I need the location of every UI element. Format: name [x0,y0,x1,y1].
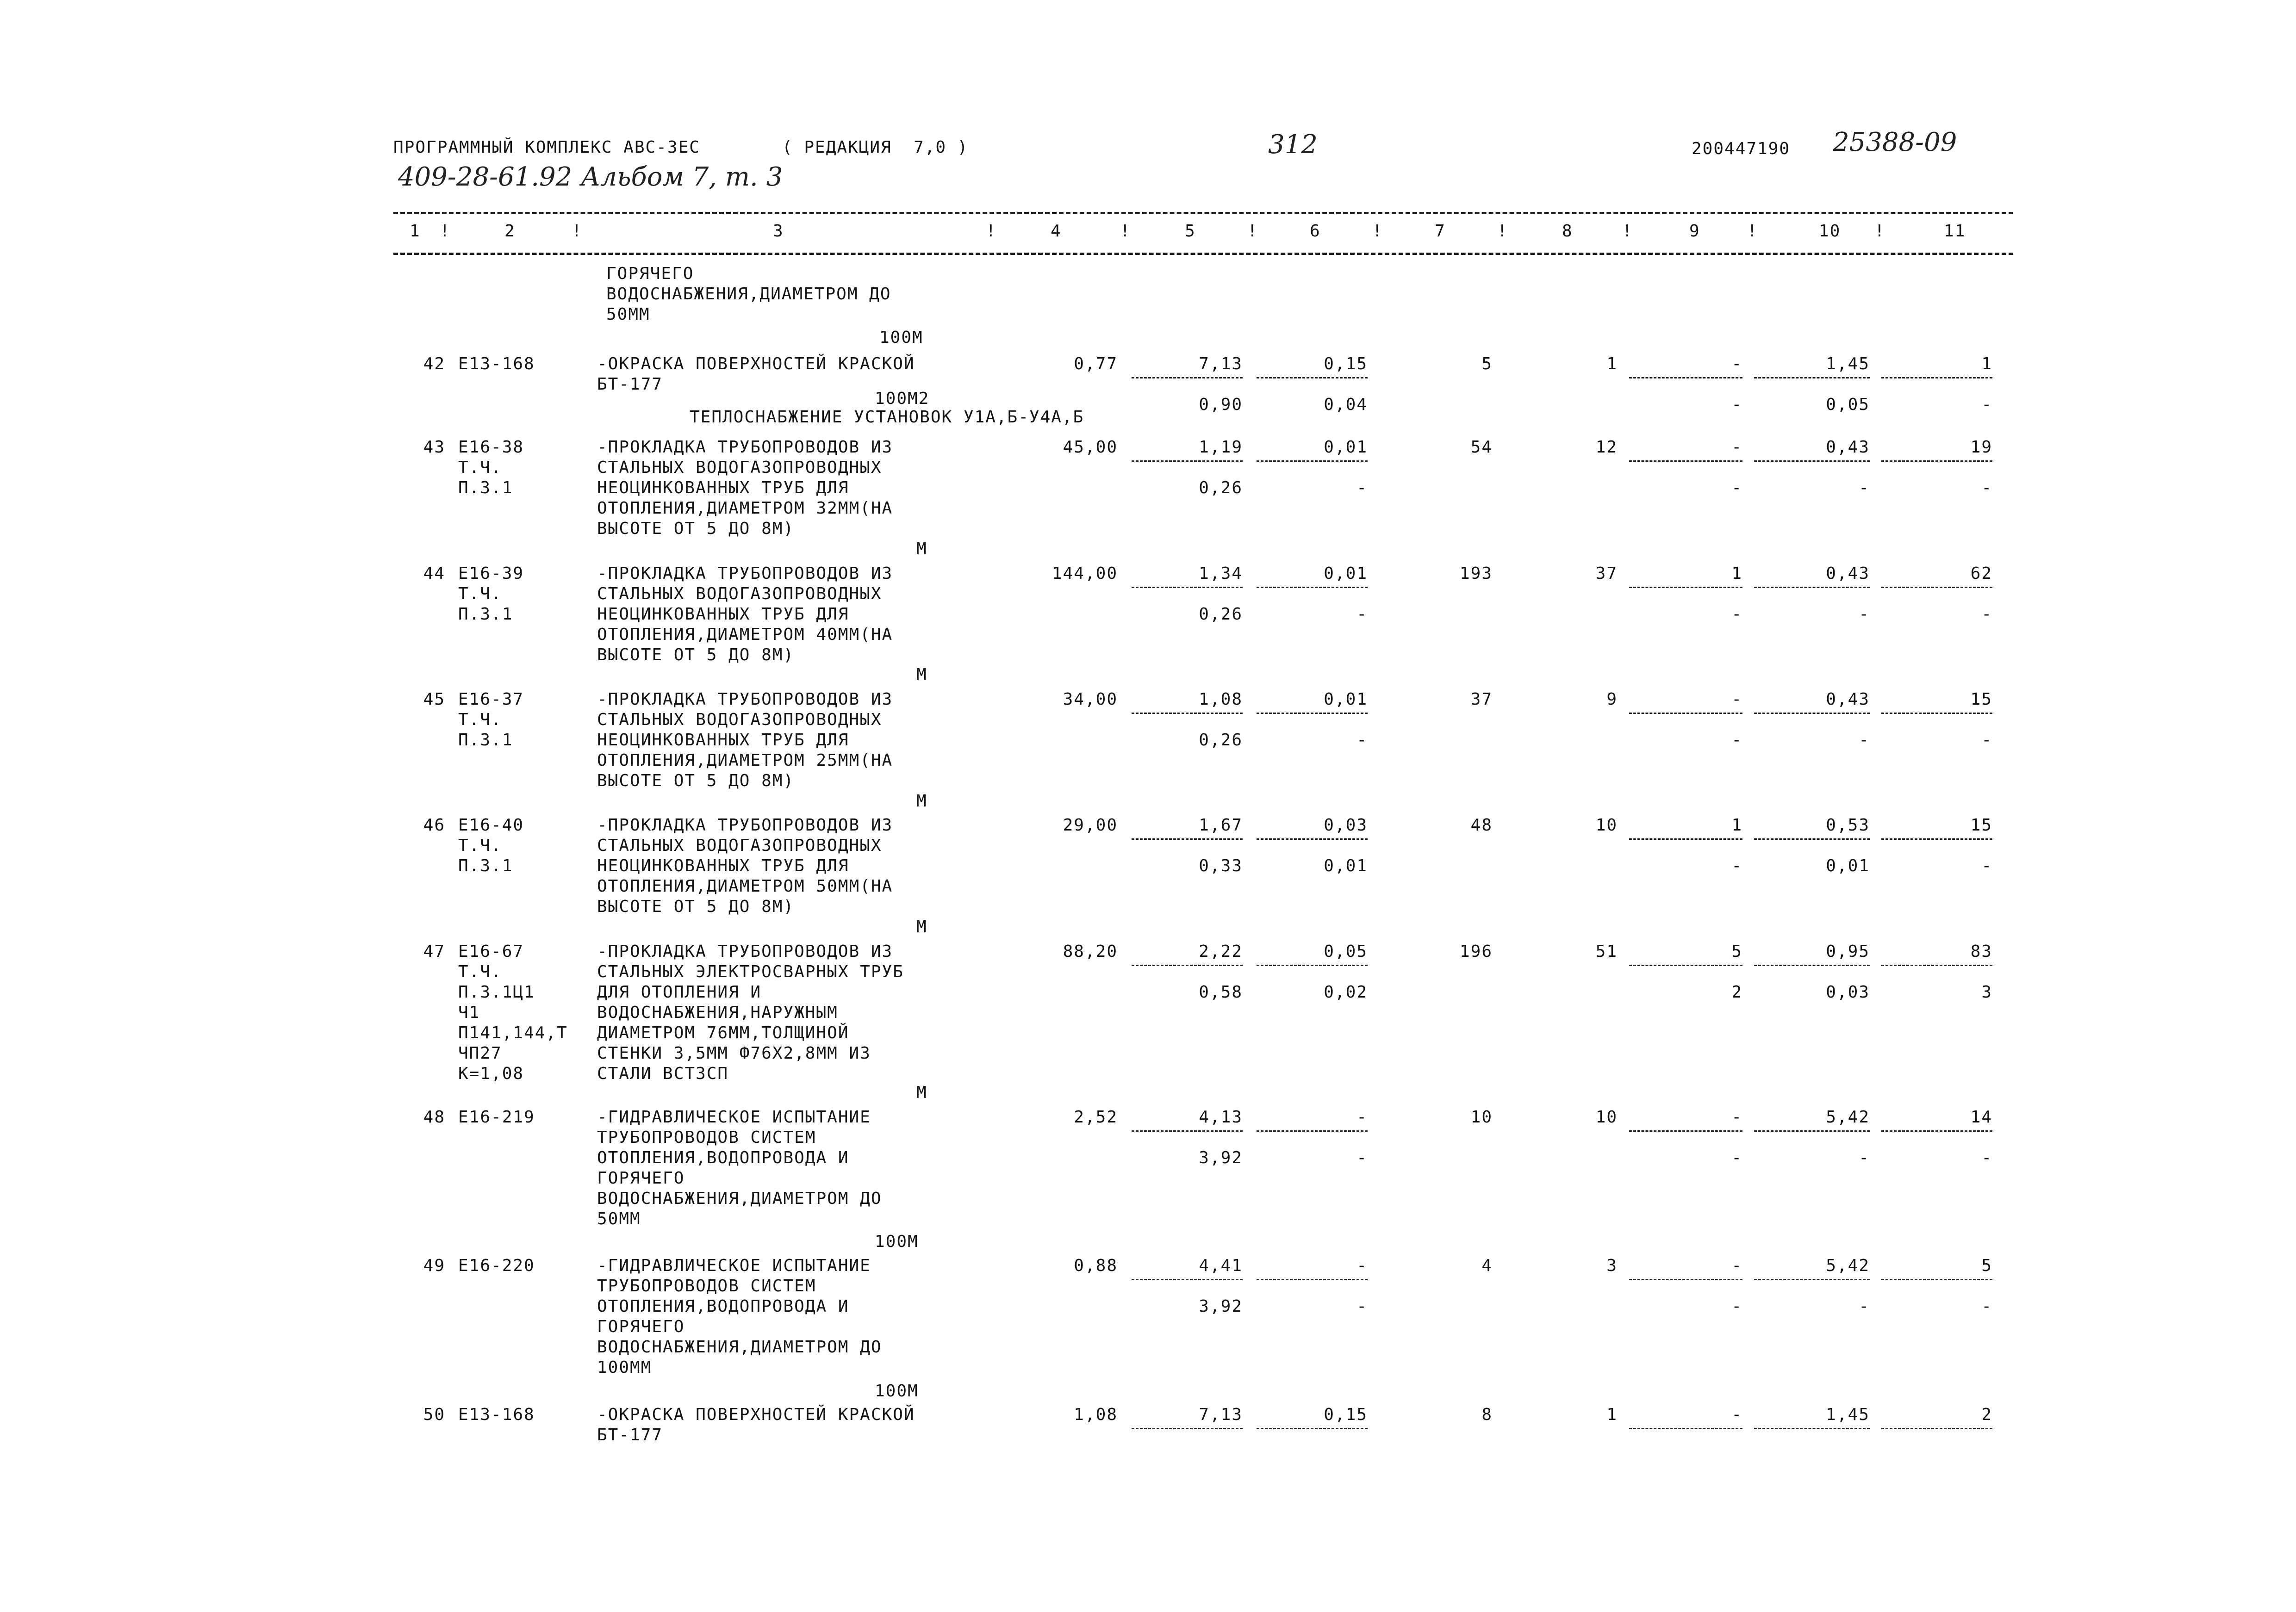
description-line: НЕОЦИНКОВАННЫХ ТРУБ ДЛЯ [597,731,849,750]
description-line: НЕОЦИНКОВАННЫХ ТРУБ ДЛЯ [597,856,849,875]
cell-divider-line [1257,1428,1368,1429]
machines-cost: - [1731,1405,1742,1424]
description-line: 50ММ [606,305,650,324]
cell-divider-line [1754,838,1870,840]
cell-divider-line [1629,838,1742,840]
unit-label: 100М [875,1382,919,1401]
unit-cost-machines: 0,01 [1324,564,1368,583]
quantity: 29,00 [1063,816,1118,835]
cell-divider-line [1881,838,1992,840]
total-cost: 8 [1481,1405,1493,1424]
row-number: 48 [423,1108,445,1127]
machines-cost: - [1731,438,1742,457]
labor-total: 14 [1970,1108,1992,1127]
rate-code: Е16-38 [458,438,524,457]
wages-cost: 10 [1595,816,1618,835]
cell-divider-line [1881,713,1992,714]
project-number: 409-28-61.92 [398,162,572,192]
description-line: ВОДОСНАБЖЕНИЯ,ДИАМЕТРОМ ДО [597,1189,882,1208]
page-number: 312 [1268,130,1318,160]
cell-divider-line [1881,1130,1992,1132]
machine-labor-total: - [1981,478,1992,497]
wages-cost: 10 [1595,1108,1618,1127]
cell-divider-line [1881,587,1992,588]
description-line: БТ-177 [597,1426,663,1445]
description-line: ВЫСОТЕ ОТ 5 ДО 8М) [597,771,795,790]
unit-cost-total: 7,13 [1199,1405,1243,1424]
description-line: НЕОЦИНКОВАННЫХ ТРУБ ДЛЯ [597,605,849,624]
cell-divider-line [1754,713,1870,714]
row-number: 50 [423,1405,445,1424]
column-number: 4 [1051,222,1062,241]
edition-label: ( РЕДАКЦИЯ 7,0 ) [782,138,969,157]
cell-divider-line [1754,1428,1870,1429]
cell-divider-line [1754,965,1870,966]
cell-divider-line [1132,1130,1243,1132]
description-line: -ПРОКЛАДКА ТРУБОПРОВОДОВ ИЗ [597,564,893,583]
unit-cost-machines: 0,15 [1324,1405,1368,1424]
unit-cost-machines: - [1356,1256,1368,1275]
description-line: НЕОЦИНКОВАННЫХ ТРУБ ДЛЯ [597,478,849,497]
album-label: Альбом 7, т. 3 [581,162,783,192]
column-separator: ! [1247,222,1258,241]
machines-cost: 5 [1731,942,1742,961]
unit-label: 100М2 [875,389,930,408]
machine-labor-total: - [1981,856,1992,875]
cell-divider-line [1257,965,1368,966]
description-line: ОТОПЛЕНИЯ,ВОДОПРОВОДА И [597,1297,849,1316]
cell-divider-line [1754,1279,1870,1280]
row-number: 47 [423,942,445,961]
total-cost: 196 [1459,942,1493,961]
description-line: СТАЛЬНЫХ ВОДОГАЗОПРОВОДНЫХ [597,584,882,603]
quantity: 0,88 [1074,1256,1118,1275]
machine-labor-total: - [1981,1148,1992,1167]
machine-wages-total: - [1731,1297,1742,1316]
description-line: СТАЛЬНЫХ ЭЛЕКТРОСВАРНЫХ ТРУБ [597,962,904,981]
labor-per-unit: 5,42 [1826,1256,1870,1275]
unit-label: 100М [875,1232,919,1251]
machine-labor-total: - [1981,1297,1992,1316]
document-code: 200447190 [1692,139,1791,158]
rate-code: Е16-219 [458,1108,535,1127]
total-cost: 48 [1470,816,1493,835]
machine-labor-per-unit: 0,01 [1826,856,1870,875]
cell-divider-line [1629,377,1742,378]
description-line: ВЫСОТЕ ОТ 5 ДО 8М) [597,519,795,538]
description-line: -ОКРАСКА ПОВЕРХНОСТЕЙ КРАСКОЙ [597,354,915,373]
description-line: ОТОПЛЕНИЯ,ДИАМЕТРОМ 32ММ(НА [597,499,893,518]
labor-per-unit: 0,43 [1826,690,1870,709]
total-cost: 193 [1459,564,1493,583]
column-number: 7 [1435,222,1446,241]
unit-cost-total: 1,67 [1199,816,1243,835]
machine-wages-per-unit: 0,02 [1324,983,1368,1002]
machine-wages-total: - [1731,856,1742,875]
cell-divider-line [1132,377,1243,378]
norm-reference: П.3.1 [458,605,513,624]
cell-divider-line [1257,713,1368,714]
description-line: 100ММ [597,1358,652,1377]
quantity: 2,52 [1074,1108,1118,1127]
cell-divider-line [1132,587,1243,588]
unit-label: М [916,539,927,558]
machines-cost: - [1731,1108,1742,1127]
quantity: 88,20 [1063,942,1118,961]
column-number: 10 [1819,222,1841,241]
rate-code: Е16-37 [458,690,524,709]
description-line: ВЫСОТЕ ОТ 5 ДО 8М) [597,645,795,664]
machine-wages-total: - [1731,605,1742,624]
column-number: 9 [1689,222,1700,241]
norm-reference: Т.Ч. [458,836,502,855]
machine-labor-total: - [1981,731,1992,750]
section-title: ТЕПЛОСНАБЖЕНИЕ УСТАНОВОК У1А,Б-У4А,Б [690,408,1084,427]
column-number: 2 [504,222,516,241]
unit-cost-machines: 0,15 [1324,354,1368,373]
quantity: 0,77 [1074,354,1118,373]
machine-labor-per-unit: 0,05 [1826,395,1870,414]
cell-divider-line [1132,1279,1243,1280]
column-number: 3 [773,222,784,241]
description-line: -ПРОКЛАДКА ТРУБОПРОВОДОВ ИЗ [597,942,893,961]
machines-cost: 1 [1731,564,1742,583]
program-title: ПРОГРАММНЫЙ КОМПЛЕКС АВС-3ЕС [393,138,700,157]
wages-per-unit: 0,90 [1199,395,1243,414]
description-line: -ГИДРАВЛИЧЕСКОЕ ИСПЫТАНИЕ [597,1256,871,1275]
unit-cost-machines: 0,01 [1324,438,1368,457]
cell-divider-line [1257,377,1368,378]
column-separator: ! [1874,222,1885,241]
labor-per-unit: 0,95 [1826,942,1870,961]
unit-cost-machines: 0,01 [1324,690,1368,709]
cell-divider-line [1754,377,1870,378]
wages-per-unit: 3,92 [1199,1297,1243,1316]
machine-wages-total: - [1731,1148,1742,1167]
description-line: -ПРОКЛАДКА ТРУБОПРОВОДОВ ИЗ [597,690,893,709]
column-separator: ! [1372,222,1383,241]
machines-cost: - [1731,354,1742,373]
wages-per-unit: 0,26 [1199,478,1243,497]
norm-reference: Т.Ч. [458,962,502,981]
description-line: ВОДОСНАБЖЕНИЯ,ДИАМЕТРОМ ДО [597,1338,882,1357]
cell-divider-line [1132,713,1243,714]
wages-cost: 3 [1606,1256,1618,1275]
cell-divider-line [1257,460,1368,462]
labor-per-unit: 0,43 [1826,438,1870,457]
cell-divider-line [1132,1428,1243,1429]
machines-cost: - [1731,690,1742,709]
row-number: 42 [423,354,445,373]
description-line: ГОРЯЧЕГО [597,1169,685,1188]
wages-cost: 1 [1606,1405,1618,1424]
description-line: -ГИДРАВЛИЧЕСКОЕ ИСПЫТАНИЕ [597,1108,871,1127]
machine-wages-per-unit: - [1356,731,1368,750]
header-top-rule [393,212,2013,214]
cell-divider-line [1629,1130,1742,1132]
unit-cost-total: 2,22 [1199,942,1243,961]
total-cost: 37 [1470,690,1493,709]
cell-divider-line [1881,377,1992,378]
norm-reference: К=1,08 [458,1064,524,1083]
wages-per-unit: 0,58 [1199,983,1243,1002]
cell-divider-line [1132,965,1243,966]
unit-label: М [916,1083,927,1102]
total-cost: 10 [1470,1108,1493,1127]
cell-divider-line [1132,460,1243,462]
document-number: 25388-09 [1833,127,1957,157]
machine-labor-per-unit: - [1859,1297,1870,1316]
labor-per-unit: 1,45 [1826,354,1870,373]
wages-cost: 51 [1595,942,1618,961]
unit-label: М [916,665,927,684]
rate-code: Е13-168 [458,354,535,373]
labor-total: 5 [1981,1256,1992,1275]
column-number: 11 [1944,222,1966,241]
cell-divider-line [1257,1130,1368,1132]
rate-code: Е16-67 [458,942,524,961]
labor-total: 15 [1970,816,1992,835]
wages-cost: 37 [1595,564,1618,583]
cell-divider-line [1629,1428,1742,1429]
quantity: 1,08 [1074,1405,1118,1424]
row-number: 45 [423,690,445,709]
machine-wages-total: 2 [1731,983,1742,1002]
description-line: БТ-177 [597,375,663,394]
description-line: ВОДОСНАБЖЕНИЯ,ДИАМЕТРОМ ДО [606,285,891,304]
wages-per-unit: 0,26 [1199,605,1243,624]
unit-label: М [916,918,927,936]
column-separator: ! [1747,222,1758,241]
rate-code: Е13-168 [458,1405,535,1424]
row-number: 49 [423,1256,445,1275]
column-number: 6 [1310,222,1321,241]
description-line: ГОРЯЧЕГО [597,1317,685,1336]
row-number: 46 [423,816,445,835]
norm-reference: Т.Ч. [458,710,502,729]
machine-labor-per-unit: 0,03 [1826,983,1870,1002]
description-line: ТРУБОПРОВОДОВ СИСТЕМ [597,1128,816,1147]
wages-per-unit: 0,26 [1199,731,1243,750]
unit-cost-machines: 0,05 [1324,942,1368,961]
description-line: 50ММ [597,1209,641,1228]
description-line: СТАЛЬНЫХ ВОДОГАЗОПРОВОДНЫХ [597,710,882,729]
norm-reference: Т.Ч. [458,458,502,477]
description-line: -ПРОКЛАДКА ТРУБОПРОВОДОВ ИЗ [597,438,893,457]
description-line: ОТОПЛЕНИЯ,ДИАМЕТРОМ 25ММ(НА [597,751,893,770]
description-line: ОТОПЛЕНИЯ,ВОДОПРОВОДА И [597,1148,849,1167]
labor-total: 15 [1970,690,1992,709]
wages-per-unit: 0,33 [1199,856,1243,875]
machine-wages-total: - [1731,395,1742,414]
description-line: ДИАМЕТРОМ 76ММ,ТОЛЩИНОЙ [597,1023,849,1042]
labor-total: 83 [1970,942,1992,961]
norm-reference: П.3.1 [458,731,513,750]
description-line: ОТОПЛЕНИЯ,ДИАМЕТРОМ 40ММ(НА [597,625,893,644]
machine-wages-total: - [1731,731,1742,750]
cell-divider-line [1257,1279,1368,1280]
norm-reference: Ч1 [458,1003,480,1022]
machine-labor-total: 3 [1981,983,1992,1002]
cell-divider-line [1754,587,1870,588]
unit-cost-total: 1,34 [1199,564,1243,583]
machine-wages-per-unit: - [1356,478,1368,497]
column-number: 1 [410,222,421,241]
norm-reference: Т.Ч. [458,584,502,603]
cell-divider-line [1629,965,1742,966]
cell-divider-line [1629,587,1742,588]
cell-divider-line [1881,1428,1992,1429]
labor-per-unit: 1,45 [1826,1405,1870,1424]
description-line: ТРУБОПРОВОДОВ СИСТЕМ [597,1277,816,1296]
machine-labor-per-unit: - [1859,1148,1870,1167]
cell-divider-line [1881,460,1992,462]
quantity: 144,00 [1052,564,1118,583]
machine-wages-per-unit: - [1356,605,1368,624]
norm-reference: П.3.1Ц1 [458,983,535,1002]
wages-per-unit: 3,92 [1199,1148,1243,1167]
cell-divider-line [1629,713,1742,714]
labor-per-unit: 0,43 [1826,564,1870,583]
quantity: 45,00 [1063,438,1118,457]
total-cost: 4 [1481,1256,1493,1275]
cell-divider-line [1754,460,1870,462]
quantity: 34,00 [1063,690,1118,709]
labor-total: 2 [1981,1405,1992,1424]
description-line: СТЕНКИ 3,5ММ Ф76Х2,8ММ ИЗ [597,1044,871,1063]
norm-reference: П.3.1 [458,478,513,497]
column-number: 8 [1562,222,1573,241]
unit-cost-machines: 0,03 [1324,816,1368,835]
cell-divider-line [1257,587,1368,588]
unit-label: 100М [879,328,923,347]
total-cost: 5 [1481,354,1493,373]
row-number: 43 [423,438,445,457]
machine-labor-total: - [1981,605,1992,624]
description-line: -ОКРАСКА ПОВЕРХНОСТЕЙ КРАСКОЙ [597,1405,915,1424]
labor-total: 19 [1970,438,1992,457]
rate-code: Е16-220 [458,1256,535,1275]
norm-reference: ЧП27 [458,1044,502,1063]
norm-reference: П141,144,Т [458,1023,568,1042]
unit-cost-machines: - [1356,1108,1368,1127]
column-separator: ! [1497,222,1508,241]
labor-total: 1 [1981,354,1992,373]
machine-labor-per-unit: - [1859,731,1870,750]
column-separator: ! [1120,222,1131,241]
unit-label: М [916,792,927,811]
cell-divider-line [1629,460,1742,462]
column-separator: ! [1622,222,1633,241]
column-separator: ! [572,222,583,241]
description-line: ОТОПЛЕНИЯ,ДИАМЕТРОМ 50ММ(НА [597,877,893,896]
cell-divider-line [1881,965,1992,966]
unit-cost-total: 1,19 [1199,438,1243,457]
labor-per-unit: 5,42 [1826,1108,1870,1127]
machine-labor-per-unit: - [1859,605,1870,624]
machine-labor-total: - [1981,395,1992,414]
machine-wages-total: - [1731,478,1742,497]
unit-cost-total: 4,41 [1199,1256,1243,1275]
unit-cost-total: 1,08 [1199,690,1243,709]
machines-cost: 1 [1731,816,1742,835]
description-line: ГОРЯЧЕГО [606,264,694,283]
total-cost: 54 [1470,438,1493,457]
row-number: 44 [423,564,445,583]
column-separator: ! [440,222,451,241]
column-number: 5 [1185,222,1196,241]
wages-cost: 1 [1606,354,1618,373]
machine-wages-per-unit: 0,04 [1324,395,1368,414]
machine-wages-per-unit: - [1356,1148,1368,1167]
description-line: -ПРОКЛАДКА ТРУБОПРОВОДОВ ИЗ [597,816,893,835]
cell-divider-line [1257,838,1368,840]
wages-cost: 12 [1595,438,1618,457]
unit-cost-total: 4,13 [1199,1108,1243,1127]
machine-wages-per-unit: 0,01 [1324,856,1368,875]
column-separator: ! [986,222,997,241]
machine-wages-per-unit: - [1356,1297,1368,1316]
cell-divider-line [1881,1279,1992,1280]
rate-code: Е16-40 [458,816,524,835]
machine-labor-per-unit: - [1859,478,1870,497]
unit-cost-total: 7,13 [1199,354,1243,373]
description-line: ВОДОСНАБЖЕНИЯ,НАРУЖНЫМ [597,1003,838,1022]
labor-total: 62 [1970,564,1992,583]
description-line: СТАЛЬНЫХ ВОДОГАЗОПРОВОДНЫХ [597,836,882,855]
description-line: ДЛЯ ОТОПЛЕНИЯ И [597,983,762,1002]
norm-reference: П.3.1 [458,856,513,875]
cell-divider-line [1754,1130,1870,1132]
description-line: ВЫСОТЕ ОТ 5 ДО 8М) [597,897,795,916]
description-line: СТАЛЬНЫХ ВОДОГАЗОПРОВОДНЫХ [597,458,882,477]
wages-cost: 9 [1606,690,1618,709]
header-bottom-rule [393,253,2013,255]
cell-divider-line [1629,1279,1742,1280]
description-line: СТАЛИ ВСТ3СП [597,1064,729,1083]
rate-code: Е16-39 [458,564,524,583]
machines-cost: - [1731,1256,1742,1275]
labor-per-unit: 0,53 [1826,816,1870,835]
cell-divider-line [1132,838,1243,840]
